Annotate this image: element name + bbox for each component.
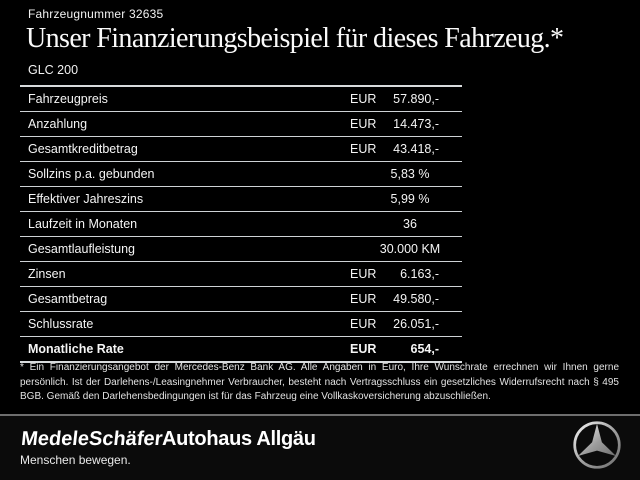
table-row (20, 237, 462, 262)
page-title: Unser Finanzierungsbeispiel für dieses Fahrzeug.* (26, 23, 564, 54)
dealer-logo: MedeleSchäfer (20, 428, 164, 450)
row-label: Schlussrate (28, 317, 94, 331)
vehicle-number: Fahrzeugnummer 32635 (28, 7, 164, 21)
row-label: Effektiver Jahreszins (28, 192, 144, 206)
row-label: Gesamtlaufleistung (28, 242, 136, 256)
row-label: Zinsen (28, 267, 66, 281)
table-row (20, 312, 462, 337)
row-currency: EUR (350, 117, 377, 131)
row-value: 5,99 % (390, 192, 430, 206)
legal-footnote: * Ein Finanzierungsangebot der Mercedes-Benz Bank AG. Alle Angaben in Euro, Ihre Wunschrate errechnen wir Ihnen gerne persönlich. Ist der Darlehens-/Leasingnehmer Verbraucher, besteht nach Vertragsschluss ein gesetzliches Widerrufsrecht nach § 495 BGB. Gemäß den Darlehensbedingungen ist für das Fahrzeug eine Vollkaskoversicherung abzuschließen. (20, 362, 619, 403)
table-row (20, 212, 462, 237)
table-row (20, 112, 462, 137)
row-label: Monatliche Rate (28, 342, 124, 356)
table-row (20, 287, 462, 312)
row-value: 5,83 % (390, 167, 430, 181)
row-label: Anzahlung (28, 117, 88, 131)
dealer-name-secondary: Autohaus Allgäu (162, 428, 316, 450)
row-label: Sollzins p.a. gebunden (28, 167, 155, 181)
table-row (20, 162, 462, 187)
row-currency: EUR (350, 342, 377, 356)
row-value: 654,- (410, 342, 439, 356)
model-name: GLC 200 (28, 63, 79, 77)
row-value: 49.580,- (393, 292, 439, 306)
table-row (20, 187, 462, 212)
row-currency: EUR (350, 267, 377, 281)
table-row (20, 262, 462, 287)
row-label: Gesamtkreditbetrag (28, 142, 138, 156)
table-row (20, 337, 462, 363)
mercedes-star-icon (572, 420, 622, 470)
row-currency: EUR (350, 317, 377, 331)
row-value: 36 (403, 217, 417, 231)
row-label: Gesamtbetrag (28, 292, 108, 306)
row-value: 6.163,- (400, 267, 439, 281)
row-value: 26.051,- (393, 317, 439, 331)
row-currency: EUR (350, 292, 377, 306)
row-value: 14.473,- (393, 117, 439, 131)
footer (0, 416, 640, 480)
row-currency: EUR (350, 142, 377, 156)
table-row (20, 87, 462, 112)
dealer-tagline: Menschen bewegen. (20, 453, 131, 467)
table-row (20, 137, 462, 162)
finance-table (20, 85, 462, 363)
row-value: 30.000 KM (379, 242, 441, 256)
row-value: 57.890,- (393, 92, 439, 106)
row-label: Laufzeit in Monaten (28, 217, 138, 231)
row-value: 43.418,- (393, 142, 439, 156)
row-currency: EUR (350, 92, 377, 106)
row-label: Fahrzeugpreis (28, 92, 108, 106)
